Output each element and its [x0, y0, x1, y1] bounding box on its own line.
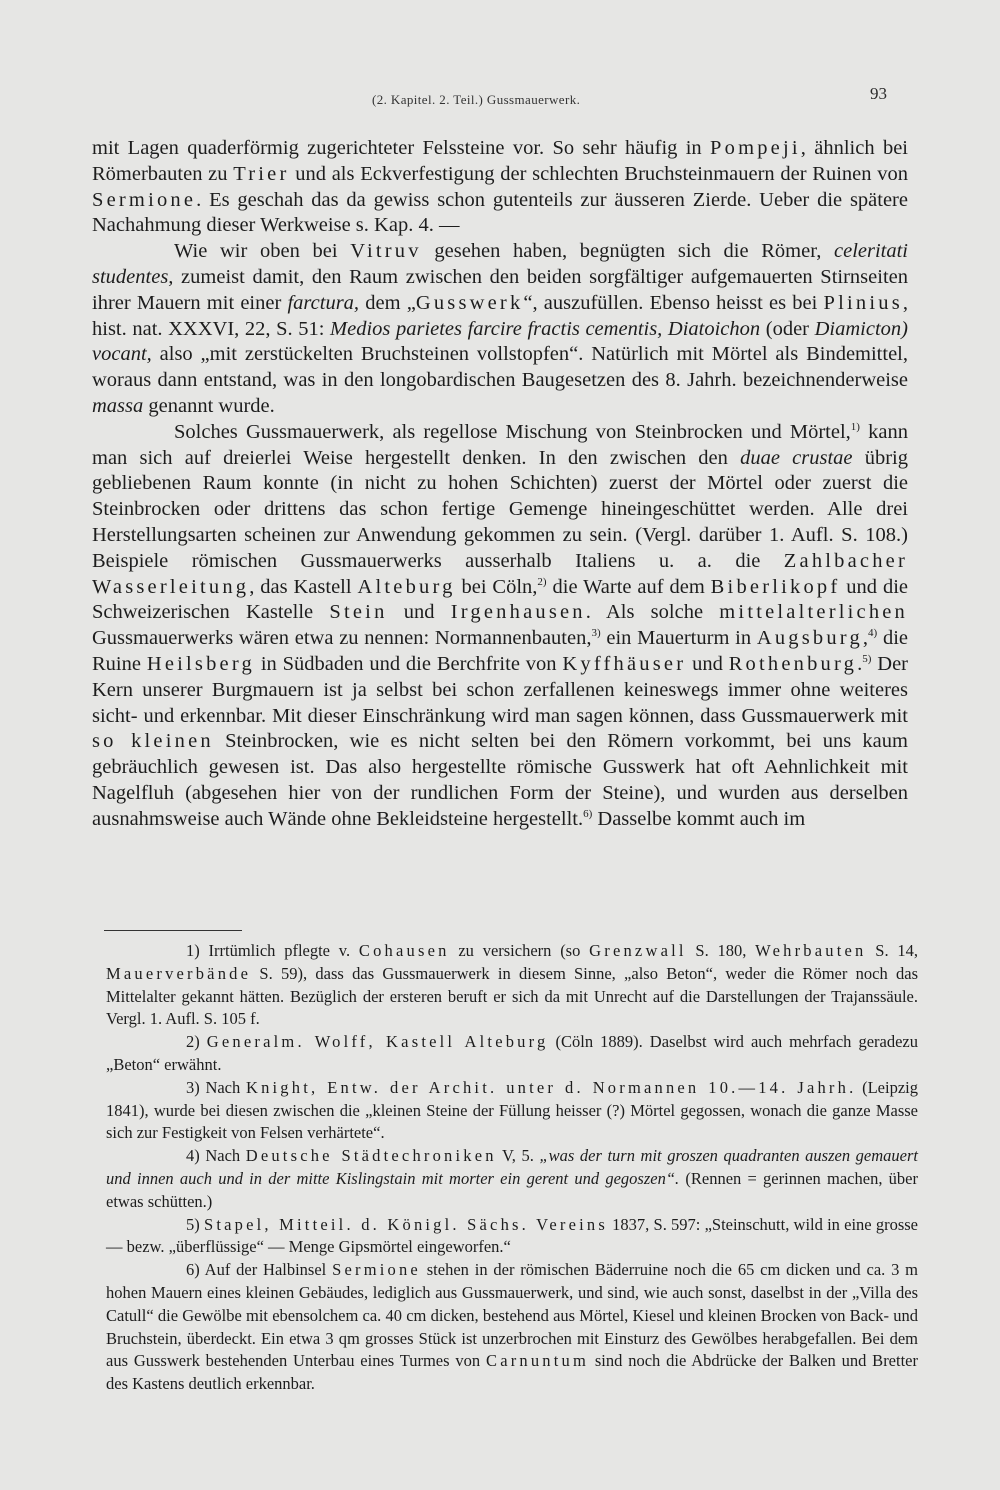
footnote-marker: 2): [537, 575, 547, 588]
spaced-name: Rothenburg: [728, 652, 858, 675]
text-run: und die Schweizerischen Kastelle: [92, 575, 908, 624]
spaced-name: Irgenhausen: [450, 601, 586, 624]
footnote: [106, 1077, 918, 1145]
footnote: [106, 940, 918, 1031]
text-run: Gussmauerwerks wären etwa zu nennen: Normannenbauten,: [92, 627, 592, 650]
footnote-marker: 4): [868, 627, 878, 640]
spaced-name: Gusswerk: [415, 291, 524, 314]
text-run: in Südbaden und die Berchfrite von: [254, 652, 563, 675]
spaced-name: Generalm. Wolff, Kastell Alteburg: [206, 1032, 549, 1052]
text-run: 4) Nach: [186, 1146, 246, 1166]
italic-text: farctura,: [287, 291, 360, 314]
footnote: [106, 1259, 918, 1396]
text-run: 1) Irrtümlich pflegte v.: [186, 941, 359, 960]
footnote: [106, 1214, 918, 1260]
text-run: “, auszufüllen. Ebenso heisst es bei: [523, 291, 824, 314]
paragraph: [92, 239, 908, 420]
text-run: mit Lagen quaderförmig zugerichteter Felssteine vor. So sehr häufig in: [92, 137, 711, 159]
text-run: (Leipzig 1841), wurde bei diesen zwischen die „kleinen Steine der Füllung heisser (?) Mörtel gegossen, wonach die ganze Masse sich zur Festigkeit von Felsen verhärtete“.: [106, 1077, 918, 1143]
text-run: S. 59), dass das Gussmauerwerk in diesem Sinne, „also Beton“, weder die Römer noch das Mittelalter gekannt hätten. Bezüglich der ersteren beruft er sich da mit Unrecht auf die Darstellungen der Trajanssäule. Vergl. 1. Aufl. S. 105 f.: [106, 963, 918, 1029]
text-run: , das Kastell: [249, 575, 358, 598]
text-run: übrig gebliebenen Raum konnte (in nicht zu hohen Schichten) zuerst der Mörtel oder zuerst die Steinbrocken oder drittens das schon fertige Gemenge hineingeschüttet werden. Alle drei Herstellungsarten scheinen zur Anwendung gekommen zu sein. (Vergl. darüber 1. Aufl. S. 108.) Beispiele römischen Gussmauerwerks ausserhalb Italiens u. a. die: [92, 446, 908, 572]
text-run: Solches Gussmauerwerk, als regellose Mischung von Steinbrocken und Mörtel,: [174, 420, 851, 443]
text-run: Der Kern unserer Burgmauern ist ja selbst bei schon zerfallenen keineswegs immer ohne weiteres sicht- und erkennbar. Mit dieser Einschränkung wird man sagen können, dass Gussmauerwerk mit: [92, 652, 909, 727]
text-run: bei Cöln,: [455, 575, 538, 598]
spaced-name: Augsburg: [756, 627, 863, 650]
text-run: und: [686, 652, 729, 675]
spaced-name: Plinius: [823, 291, 903, 314]
text-run: gesehen haben, begnügten sich die Römer,: [421, 240, 834, 263]
text-run: ein Mauerturm in: [600, 627, 757, 650]
spaced-name: Mauerverbände: [106, 963, 252, 983]
italic-text: vocant,: [92, 343, 152, 366]
text-run: (Cöln 1889). Daselbst wird auch mehrfach geradezu „Beton“ erwähnt.: [106, 1032, 919, 1074]
italic-text: Diamicton): [814, 317, 908, 340]
text-run: S. 180,: [686, 941, 756, 960]
body-text: [92, 136, 908, 833]
text-run: , hist. nat. XXXVI, 22, S. 51:: [92, 291, 908, 340]
text-run: Wie wir oben bei: [174, 240, 351, 263]
spaced-name: Carnuntum: [485, 1351, 590, 1371]
text-run: , ähnlich bei Römerbauten zu: [92, 137, 908, 185]
spaced-name: Knight, Entw. der Archit. unter d. Normannen 10.—14. Jahrh.: [245, 1077, 857, 1097]
spaced-name: so kleinen: [92, 730, 214, 753]
spaced-name: mittelalterlichen: [719, 601, 909, 624]
spaced-name: Sermione: [92, 188, 197, 211]
text-run: stehen in der römischen Bäderruine noch die 65 cm dicken und ca. 3 m hohen Mauern eines kleinen Gebäudes, lediglich aus Gussmauerwerk, und sind, wie auch sonst, daselbst in der „Villa des Catull“ die Gewölbe mit ebensolchem ca. 40 cm dicken, bestehend aus Mörtel, Kiesel und kleinen Brocken von Back- und Bruchstein, überdeckt. Ein etwa 3 qm grosses Stück ist unzerbrochen mit Einsturz des Gewölbes herabgefallen. Bei dem aus Gusswerk bestehenden Unterbau eines Turmes von: [106, 1260, 918, 1371]
text-run: Dasselbe kommt auch im: [592, 807, 806, 830]
text-run: 5): [186, 1214, 204, 1234]
spaced-name: Sermione: [332, 1260, 421, 1280]
text-run: . Als solche: [585, 601, 720, 624]
italic-text: massa: [92, 394, 144, 417]
text-run: zumeist damit, den Raum zwischen den beiden sorgfältiger aufgemauerten Stirnseiten ihrer Mauern mit einer: [92, 265, 908, 314]
spaced-name: Grenzwall: [589, 941, 687, 960]
footnote-marker: 5): [862, 653, 872, 666]
spaced-name: Pompeji: [710, 137, 801, 159]
text-run: also „mit zerstückelten Bruchsteinen vollstopfen“. Natürlich mit Mörtel als Bindemittel, woraus dann entstand, was in den longobardischen Baugesetzen des 8. Jahrh. bezeichnenderweise: [92, 343, 908, 392]
spaced-name: Zahlbacher Wasserleitung: [92, 549, 908, 598]
italic-text: celeritati studentes,: [92, 240, 909, 288]
spaced-name: Cohausen: [358, 941, 450, 960]
text-run: . Es geschah das da gewiss schon gutenteils zur äusseren Zierde. Ueber die spätere Nachahmung dieser Werkweise s. Kap. 4. —: [92, 188, 908, 237]
text-run: (oder: [760, 317, 815, 340]
text-run: und: [387, 601, 451, 624]
footnotes: [106, 940, 918, 1396]
text-run: 2): [186, 1032, 207, 1052]
footnote-marker: 3): [591, 627, 601, 640]
running-head: (2. Kapitel. 2. Teil.) Gussmauerwerk.: [372, 92, 581, 107]
footnote: [106, 1145, 918, 1213]
text-run: S. 14,: [866, 941, 918, 960]
text-run: genannt wurde.: [143, 394, 275, 417]
text-run: 3) Nach: [186, 1077, 246, 1097]
footnote-marker: 1): [850, 420, 860, 433]
footnote-divider: [104, 930, 242, 931]
text-run: die Warte auf dem: [546, 575, 711, 598]
spaced-name: Stapel, Mitteil. d. Königl. Sächs. Vereins: [203, 1214, 608, 1234]
text-run: und als Eckverfestigung der schlechten Bruchsteinmauern der Ruinen von: [289, 162, 909, 185]
paragraph: [92, 136, 908, 239]
footnote: [106, 1031, 918, 1077]
spaced-name: Heilsberg: [146, 652, 255, 675]
footnote-marker: 6): [583, 807, 593, 820]
text-run: (Rennen = gerinnen machen, über etwas schütten.): [106, 1168, 918, 1211]
italic-text: duae crustae: [740, 446, 853, 469]
paragraph: [92, 420, 908, 833]
spaced-name: Deutsche Städtechroniken: [245, 1146, 497, 1166]
spaced-name: Stein: [329, 601, 388, 624]
spaced-name: Alteburg: [357, 575, 456, 598]
italic-text: Medios parietes farcire fractis cementis, Diatoichon: [330, 317, 761, 340]
text-run: dem „: [359, 291, 416, 314]
text-run: sind noch die Abdrücke der Balken und Bretter des Kastens deutlich erkennbar.: [106, 1351, 918, 1394]
text-run: 6) Auf der Halbinsel: [186, 1260, 333, 1280]
text-run: zu versichern (so: [449, 941, 590, 960]
text-run: kann man sich auf dreierlei Weise hergestellt denken. In den zwischen den: [92, 420, 908, 469]
italic-text: „was der turn mit groszen quadranten auszen gemauert und innen auch und in der mitte Kislingstain mit morter ein gerent und gegoszen“.: [106, 1146, 918, 1188]
spaced-name: Kyffhäuser: [562, 652, 687, 675]
text-run: V, 5.: [496, 1146, 540, 1166]
spaced-name: Biberlikopf: [710, 575, 841, 598]
spaced-name: Wehrbauten: [755, 941, 867, 960]
spaced-name: Trier: [233, 162, 290, 185]
text-run: die Ruine: [92, 627, 909, 675]
page-number: 93: [870, 84, 887, 103]
text-run: 1837, S. 597: „Steinschutt, wild in eine grosse — bezw. „überflüssige“ — Menge Gipsmörtel eingeworfen.“: [106, 1214, 918, 1257]
text-run: Steinbrocken, wie es nicht selten bei den Römern vorkommt, bei uns kaum gebräuchlich gewesen ist. Das also hergestellte römische Gusswerk hat oft Aehnlichkeit mit Nagelfluh (abgesehen hier von der rundlichen Form der Steine), und wurden aus derselben ausnahmsweise auch Wände ohne Bekleidsteine hergestellt.: [92, 730, 908, 830]
text-run: ,: [862, 627, 869, 650]
spaced-name: Vitruv: [350, 240, 422, 263]
text-run: .: [857, 652, 863, 675]
